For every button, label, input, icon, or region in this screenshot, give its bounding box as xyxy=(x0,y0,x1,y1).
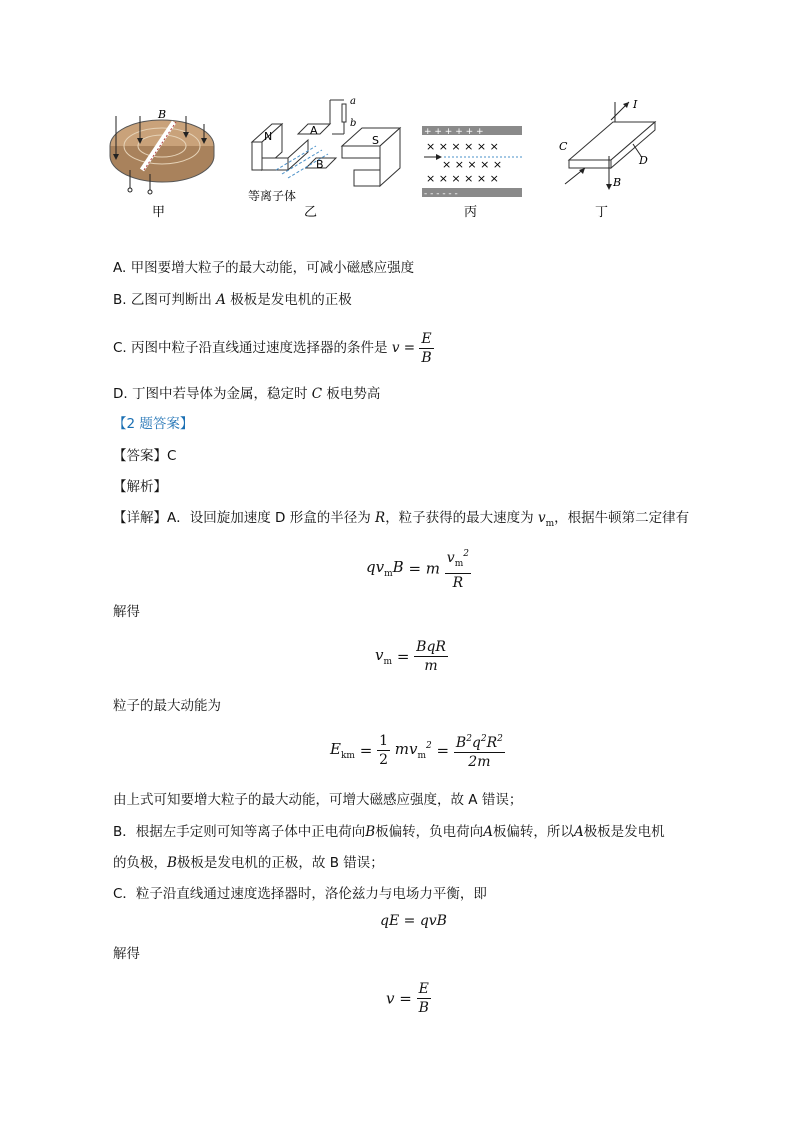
caption-jia: 甲 xyxy=(152,205,166,220)
caption-yi: 乙 xyxy=(304,205,318,220)
detail-line xyxy=(113,508,689,534)
equation-v-e-over-b: v = $\frac{E}{B}$ xyxy=(386,981,429,1016)
figure-row xyxy=(100,94,700,224)
detail-post: ，根据牛顿第二定律有 xyxy=(554,510,690,526)
analysis-heading: 【解析】 xyxy=(113,479,167,495)
jiede-2: 解得 xyxy=(113,946,140,962)
explain-b-line-1: B．根据左手定则可知等离子体中正电荷向B板偏转，负电荷向A板偏转，所以A极板是发电机 xyxy=(113,824,665,840)
option-d-pre: D. 丁图中若导体为金属，稳定时 xyxy=(113,386,308,402)
equation-vm: $v_m$ = $\frac{\text{BqR}}{m}$ xyxy=(375,639,446,674)
option-d xyxy=(113,384,380,404)
equation-qe-qvb: qE = qvB xyxy=(380,913,447,929)
option-c-var: v xyxy=(391,340,400,356)
jiede-1: 解得 xyxy=(113,604,140,620)
label-I: I xyxy=(633,98,638,111)
option-a: A. 甲图要增大粒子的最大动能，可减小磁感应强度 xyxy=(113,260,415,276)
label-B-field: B xyxy=(613,176,622,189)
label-A: A xyxy=(310,124,318,137)
label-B: B xyxy=(158,108,167,121)
detail-vm: $v_m$ xyxy=(537,510,555,529)
label-D: D xyxy=(639,154,648,167)
mhd-generator-figure xyxy=(242,94,407,224)
label-S: S xyxy=(372,134,379,147)
equation-ekm: $E_{km}$ = $\frac{1}{2}$ $mv_m^2$ = $\frac{B^2q^2R^2}{2m}$ xyxy=(330,733,503,770)
detail-pre: 【详解】A．设回旋加速度 D 形盒的半径为 xyxy=(113,510,371,526)
plus-signs: + + + + + + xyxy=(424,127,484,137)
equation-newton: $qv_mB = m$ $\frac{v_m^2}{R}$ xyxy=(366,549,469,591)
cyclotron-figure xyxy=(100,94,230,224)
velocity-selector-figure xyxy=(420,94,530,224)
explain-c-line: C．粒子沿直线通过速度选择器时，洛伦兹力与电场力平衡，即 xyxy=(113,886,487,902)
fraction-e-over-b: $\frac{E}{B}$ xyxy=(421,330,432,366)
option-c: C. 丙图中粒子沿直线通过速度选择器的条件是 v = $\frac{E}{B}$ xyxy=(113,330,432,366)
label-plasma: 等离子体 xyxy=(248,189,297,203)
option-b-pre: B. 乙图可判断出 xyxy=(113,292,212,308)
answer-tag: 【2 题答案】 xyxy=(113,416,194,432)
detail-mid: ，粒子获得的最大速度为 xyxy=(385,510,534,526)
label-b: b xyxy=(350,118,357,129)
option-d-var: C xyxy=(311,386,323,402)
answer-line: 【答案】C xyxy=(113,448,177,464)
kinetic-label: 粒子的最大动能为 xyxy=(113,698,221,714)
label-N: N xyxy=(264,130,273,143)
hall-effect-figure xyxy=(555,94,665,224)
option-c-pre: C. 丙图中粒子沿直线通过速度选择器的条件是 xyxy=(113,340,388,356)
crosses-row-3: × × × × × × xyxy=(426,172,499,185)
label-B-plate: B xyxy=(316,158,324,171)
option-b-post: 极板是发电机的正极 xyxy=(230,292,352,308)
caption-bing: 丙 xyxy=(464,205,478,220)
crosses-row-2: × × × × × xyxy=(442,158,503,171)
option-b xyxy=(113,290,352,310)
label-C: C xyxy=(559,140,568,153)
label-a: a xyxy=(350,96,356,107)
option-b-var: A xyxy=(216,292,226,308)
caption-ding: 丁 xyxy=(595,205,609,220)
minus-signs: - - - - - - xyxy=(424,189,458,199)
conclusion-a: 由上式可知要增大粒子的最大动能，可增大磁感应强度，故 A 错误； xyxy=(113,792,523,808)
crosses-row-1: × × × × × × xyxy=(426,140,499,153)
detail-R: R xyxy=(375,510,386,526)
explain-b-line-2: 的负极，B极板是发电机的正极，故 B 错误； xyxy=(113,855,384,871)
option-d-post: 板电势高 xyxy=(326,386,381,402)
